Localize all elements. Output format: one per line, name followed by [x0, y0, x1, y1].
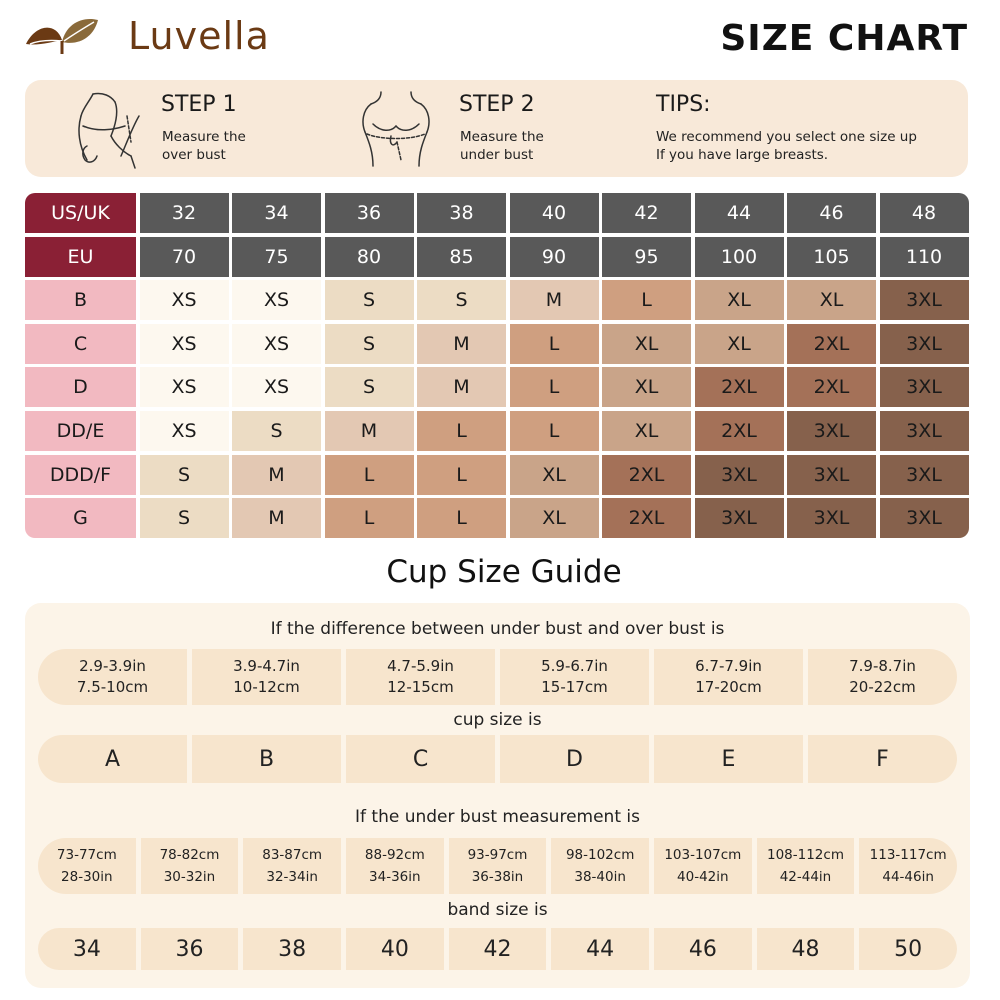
band-row [25, 928, 970, 970]
overbust-measure-figure-icon [53, 86, 143, 172]
size-cell: XS [232, 280, 321, 320]
difference-range [500, 649, 649, 705]
size-cell: 3XL [880, 411, 969, 451]
size-cell: M [232, 498, 321, 538]
eu-size: 90 [510, 237, 599, 277]
pill-text: 20-22cm [849, 678, 916, 696]
eu-size: 110 [880, 237, 969, 277]
pill-text: 44-46in [882, 869, 934, 885]
pill-text: 28-30in [61, 869, 113, 885]
size-cell: XS [140, 367, 229, 407]
eu-size: 105 [787, 237, 876, 277]
pill-text: 93-97cm [467, 847, 528, 863]
brand-name: Luvella [128, 14, 270, 58]
us-uk-row [25, 193, 970, 233]
size-cell: M [232, 455, 321, 495]
eu-size: 75 [232, 237, 321, 277]
size-cell: XL [695, 324, 784, 364]
cup-row [25, 735, 970, 783]
band-size: 50 [859, 928, 957, 970]
eu-size: 95 [602, 237, 691, 277]
us-uk-size: 36 [325, 193, 414, 233]
eu-size: 100 [695, 237, 784, 277]
cup-guide-title: Cup Size Guide [386, 554, 622, 590]
size-cell: M [325, 411, 414, 451]
band-size: 48 [757, 928, 855, 970]
cup-size: F [808, 735, 957, 783]
difference-range [346, 649, 495, 705]
us-uk-size: 42 [602, 193, 691, 233]
pill-text: 78-82cm [159, 847, 220, 863]
pill-text: 7.9-8.7in [849, 657, 916, 675]
band-size: 44 [551, 928, 649, 970]
pill-text: 113-117cm [869, 847, 947, 863]
size-cell: 3XL [787, 455, 876, 495]
pill-text: 98-102cm [565, 847, 635, 863]
difference-range [808, 649, 957, 705]
eu-size: 85 [417, 237, 506, 277]
band-label: band size is [447, 900, 548, 920]
difference-label: If the difference between under bust and over bust is [270, 619, 725, 639]
us-uk-size: 40 [510, 193, 599, 233]
size-cell: XL [602, 411, 691, 451]
pill-text: 83-87cm [262, 847, 323, 863]
size-chart-table [25, 193, 970, 541]
step-1-title: STEP 1 [161, 92, 237, 117]
pill-text: 12-15cm [387, 678, 454, 696]
pill-text: 3.9-4.7in [233, 657, 300, 675]
pill-text: 108-112cm [766, 847, 844, 863]
size-cell: XL [510, 498, 599, 538]
size-cell: 2XL [695, 367, 784, 407]
tips-text: We recommend you select one size up If you have large breasts. [656, 129, 917, 163]
step-1 [25, 80, 345, 177]
pill-text: 5.9-6.7in [541, 657, 608, 675]
step-2-title: STEP 2 [459, 92, 535, 117]
pill-text: 40-42in [677, 869, 729, 885]
size-cell: L [510, 411, 599, 451]
us-uk-size: 48 [880, 193, 969, 233]
size-cell: S [325, 324, 414, 364]
eu-label: EU [25, 237, 136, 277]
underbust-measure-figure-icon [351, 86, 441, 172]
pill-text: 10-12cm [233, 678, 300, 696]
underbust-range [449, 838, 547, 894]
underbust-row [25, 838, 970, 894]
band-size: 40 [346, 928, 444, 970]
underbust-range [757, 838, 855, 894]
size-cell: XS [140, 280, 229, 320]
eu-size: 70 [140, 237, 229, 277]
band-size: 34 [38, 928, 136, 970]
cup-size: B [192, 735, 341, 783]
size-cell: S [140, 498, 229, 538]
cup-label: D [25, 367, 136, 407]
size-cell: L [510, 324, 599, 364]
size-cell: 3XL [787, 411, 876, 451]
pill-text: 42-44in [779, 869, 832, 885]
us-uk-size: 44 [695, 193, 784, 233]
cup-size: D [500, 735, 649, 783]
size-cell: M [417, 324, 506, 364]
size-cell: XS [232, 324, 321, 364]
size-cell: L [325, 498, 414, 538]
underbust-range [141, 838, 239, 894]
band-size: 38 [243, 928, 341, 970]
pill-text: 30-32in [163, 869, 216, 885]
eu-size: 80 [325, 237, 414, 277]
size-cell: L [417, 455, 506, 495]
size-cell: XS [140, 411, 229, 451]
size-cell: XS [232, 367, 321, 407]
size-cell: XL [695, 280, 784, 320]
size-cell: S [140, 455, 229, 495]
size-cell: 2XL [602, 455, 691, 495]
size-cell: 3XL [880, 280, 969, 320]
size-cell: S [232, 411, 321, 451]
pill-text: 17-20cm [695, 678, 762, 696]
pill-text: 34-36in [369, 869, 421, 885]
size-cell: 2XL [695, 411, 784, 451]
size-cell: L [417, 411, 506, 451]
difference-range [192, 649, 341, 705]
size-cell: 3XL [880, 324, 969, 364]
us-uk-size: 32 [140, 193, 229, 233]
size-cell: L [325, 455, 414, 495]
size-cell: L [417, 498, 506, 538]
cup-size-guide-panel [25, 603, 970, 988]
cup-row-dd-e [25, 411, 970, 451]
size-cell: S [325, 280, 414, 320]
underbust-range [346, 838, 444, 894]
size-cell: XS [140, 324, 229, 364]
size-cell: XL [510, 455, 599, 495]
size-cell: 2XL [602, 498, 691, 538]
header [0, 0, 1000, 75]
size-cell: XL [602, 367, 691, 407]
pill-text: 15-17cm [541, 678, 608, 696]
cup-size: C [346, 735, 495, 783]
size-cell: S [417, 280, 506, 320]
underbust-range [859, 838, 957, 894]
step-2-text: Measure the under bust [460, 129, 544, 163]
cup-label: B [25, 280, 136, 320]
measuring-steps-panel [25, 80, 968, 177]
step-2 [345, 80, 645, 177]
size-cell: 2XL [787, 367, 876, 407]
size-cell: 3XL [880, 498, 969, 538]
pill-text: 2.9-3.9in [79, 657, 146, 675]
cup-label: DD/E [25, 411, 136, 451]
eu-row [25, 237, 970, 277]
page-title: SIZE CHART [720, 18, 968, 59]
size-cell: L [602, 280, 691, 320]
band-size: 46 [654, 928, 752, 970]
size-cell: 3XL [787, 498, 876, 538]
cup-label: cup size is [453, 710, 542, 730]
cup-size: E [654, 735, 803, 783]
underbust-range [243, 838, 341, 894]
size-cell: 3XL [880, 367, 969, 407]
us-uk-label: US/UK [25, 193, 136, 233]
band-size: 36 [141, 928, 239, 970]
underbust-label: If the under bust measurement is [355, 807, 640, 827]
cup-row-g [25, 498, 970, 538]
cup-row-d [25, 367, 970, 407]
size-cell: M [510, 280, 599, 320]
size-cell: 3XL [880, 455, 969, 495]
pill-text: 103-107cm [664, 847, 742, 863]
difference-range [38, 649, 187, 705]
underbust-range [551, 838, 649, 894]
us-uk-size: 34 [232, 193, 321, 233]
size-cell: XL [787, 280, 876, 320]
pill-text: 38-40in [574, 869, 626, 885]
leaf-logo-icon [22, 14, 100, 58]
size-cell: XL [602, 324, 691, 364]
band-size: 42 [449, 928, 547, 970]
pill-text: 36-38in [471, 869, 524, 885]
step-1-text: Measure the over bust [162, 129, 246, 163]
tips [645, 80, 968, 177]
pill-text: 88-92cm [364, 847, 425, 863]
tips-title: TIPS: [656, 92, 711, 117]
pill-text: 7.5-10cm [76, 678, 149, 696]
cup-label: DDD/F [25, 455, 136, 495]
pill-text: 6.7-7.9in [695, 657, 762, 675]
difference-range [654, 649, 803, 705]
cup-label: G [25, 498, 136, 538]
difference-row [25, 649, 970, 705]
cup-label: C [25, 324, 136, 364]
underbust-range [654, 838, 752, 894]
cup-size: A [38, 735, 187, 783]
size-cell: 3XL [695, 455, 784, 495]
underbust-range [38, 838, 136, 894]
pill-text: 73-77cm [56, 847, 117, 863]
size-cell: 2XL [787, 324, 876, 364]
cup-row-ddd-f [25, 455, 970, 495]
cup-row-c [25, 324, 970, 364]
size-cell: 3XL [695, 498, 784, 538]
pill-text: 4.7-5.9in [387, 657, 454, 675]
us-uk-size: 46 [787, 193, 876, 233]
cup-row-b [25, 280, 970, 320]
us-uk-size: 38 [417, 193, 506, 233]
size-cell: L [510, 367, 599, 407]
pill-text: 32-34in [266, 869, 318, 885]
size-cell: S [325, 367, 414, 407]
size-cell: M [417, 367, 506, 407]
